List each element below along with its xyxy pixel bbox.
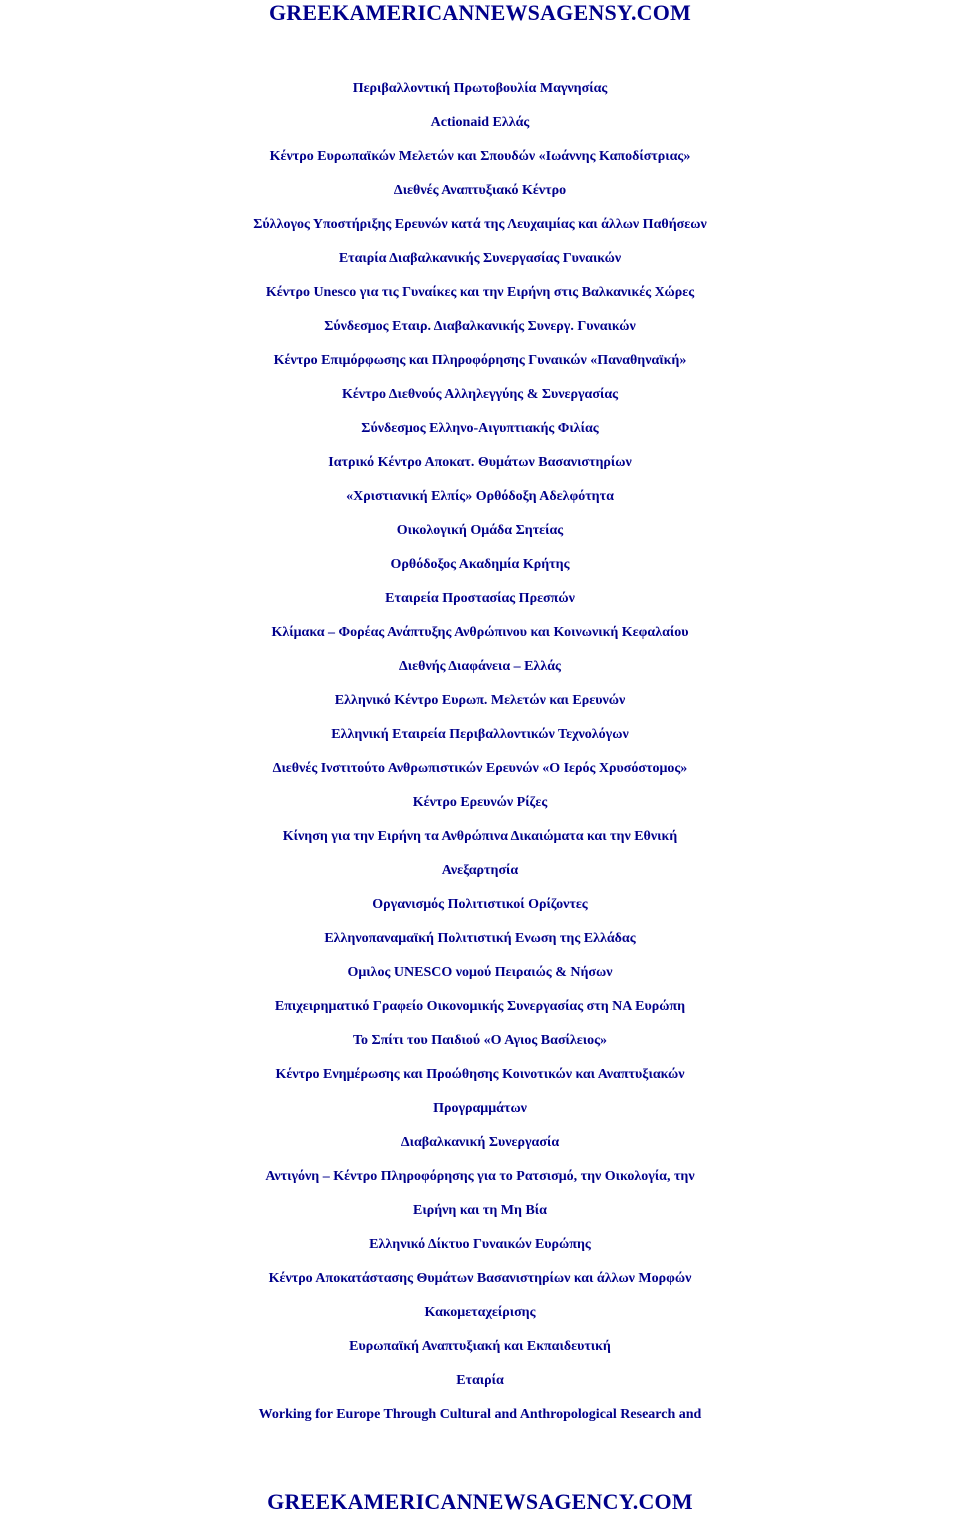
list-item: Ομιλος UNESCO νομού Πειραιώς & Νήσων [347, 965, 613, 980]
list-item: Περιβαλλοντική Πρωτοβουλία Μαγνησίας [352, 81, 608, 96]
page-footer: GREEKAMERICANNEWSAGENCY.COM [267, 1489, 693, 1514]
list-item: Ευρωπαϊκή Αναπτυξιακή και Εκπαιδευτική [349, 1339, 611, 1354]
list-item: Ορθόδοξος Ακαδημία Κρήτης [390, 557, 570, 572]
list-item: Σύνδεσμος Ελληνο-Αιγυπτιακής Φιλίας [361, 421, 599, 436]
list-item: Κέντρο Ενημέρωσης και Προώθησης Κοινοτικών και Αναπτυξιακών [275, 1067, 685, 1082]
list-item: Διεθνής Διαφάνεια – Ελλάς [399, 659, 561, 674]
organization-list [0, 72, 960, 1432]
list-item: Προγραμμάτων [433, 1101, 527, 1116]
list-item: «Χριστιανική Ελπίς» Ορθόδοξη Αδελφότητα [346, 489, 614, 504]
list-item: Κέντρο Διεθνούς Αλληλεγγύης & Συνεργασίας [341, 387, 619, 402]
list-item: Ειρήνη και τη Μη Βία [413, 1203, 547, 1218]
list-item: Actionaid Ελλάς [430, 115, 530, 130]
list-item: Ιατρικό Κέντρο Αποκατ. Θυμάτων Βασανιστηρίων [328, 455, 632, 470]
list-item: Διαβαλκανική Συνεργασία [400, 1135, 560, 1150]
list-item: Διεθνές Αναπτυξιακό Κέντρο [393, 183, 567, 198]
list-item: Κέντρο Αποκατάστασης Θυμάτων Βασανιστηρίων και άλλων Μορφών [268, 1271, 692, 1286]
list-item: Κέντρο Ερευνών Ρίζες [412, 795, 548, 810]
list-item: Κέντρο Επιμόρφωσης και Πληροφόρησης Γυναικών «Παναθηναϊκή» [273, 353, 687, 368]
list-item: Ανεξαρτησία [441, 863, 519, 878]
list-item: Ελληνοπαναμαϊκή Πολιτιστική Ενωση της Ελλάδας [324, 931, 636, 946]
list-item: Επιχειρηματικό Γραφείο Οικονομικής Συνεργασίας στη ΝΑ Ευρώπη [274, 999, 686, 1014]
list-item: Εταιρία [456, 1373, 504, 1388]
list-item: Σύλλογος Υποστήριξης Ερευνών κατά της Λευχαιμίας και άλλων Παθήσεων [253, 217, 707, 232]
list-item: Σύνδεσμος Εταιρ. Διαβαλκανικής Συνεργ. Γυναικών [324, 319, 636, 334]
list-item: Οργανισμός Πολιτιστικοί Ορίζοντες [372, 897, 588, 912]
list-item: Ελληνικό Δίκτυο Γυναικών Ευρώπης [369, 1237, 591, 1252]
list-item: Κακομεταχείρισης [424, 1305, 536, 1320]
list-item: Οικολογική Ομάδα Σητείας [396, 523, 564, 538]
list-item: Εταιρία Διαβαλκανικής Συνεργασίας Γυναικών [338, 251, 622, 266]
list-item: Ελληνικό Κέντρο Ευρωπ. Μελετών και Ερευνών [334, 693, 626, 708]
list-item: Κίνηση για την Ειρήνη τα Ανθρώπινα Δικαιώματα και την Εθνική [282, 829, 678, 844]
list-item: Κέντρο Unesco για τις Γυναίκες και την Ειρήνη στις Βαλκανικές Χώρες [265, 285, 695, 300]
page-header: GREEKAMERICANNEWSAGENSY.COM [268, 0, 692, 25]
list-item: Διεθνές Ινστιτούτο Ανθρωπιστικών Ερευνών «Ο Ιερός Χρυσόστομος» [272, 761, 688, 776]
list-item: Εταιρεία Προστασίας Πρεσπών [385, 591, 575, 606]
list-item: Κέντρο Ευρωπαϊκών Μελετών και Σπουδών «Ιωάννης Καποδίστριας» [269, 149, 691, 164]
list-item: Αντιγόνη – Κέντρο Πληροφόρησης για το Ρατσισμό, την Οικολογία, την [265, 1169, 695, 1184]
list-item: Working for Europe Through Cultural and Anthropological Research and [258, 1407, 702, 1422]
list-item: Το Σπίτι του Παιδιού «Ο Αγιος Βασίλειος» [352, 1033, 608, 1048]
list-item: Κλίμακα – Φορέας Ανάπτυξης Ανθρώπινου και Κοινωνική Κεφαλαίου [271, 625, 689, 640]
list-item: Ελληνική Εταιρεία Περιβαλλοντικών Τεχνολόγων [331, 727, 629, 742]
